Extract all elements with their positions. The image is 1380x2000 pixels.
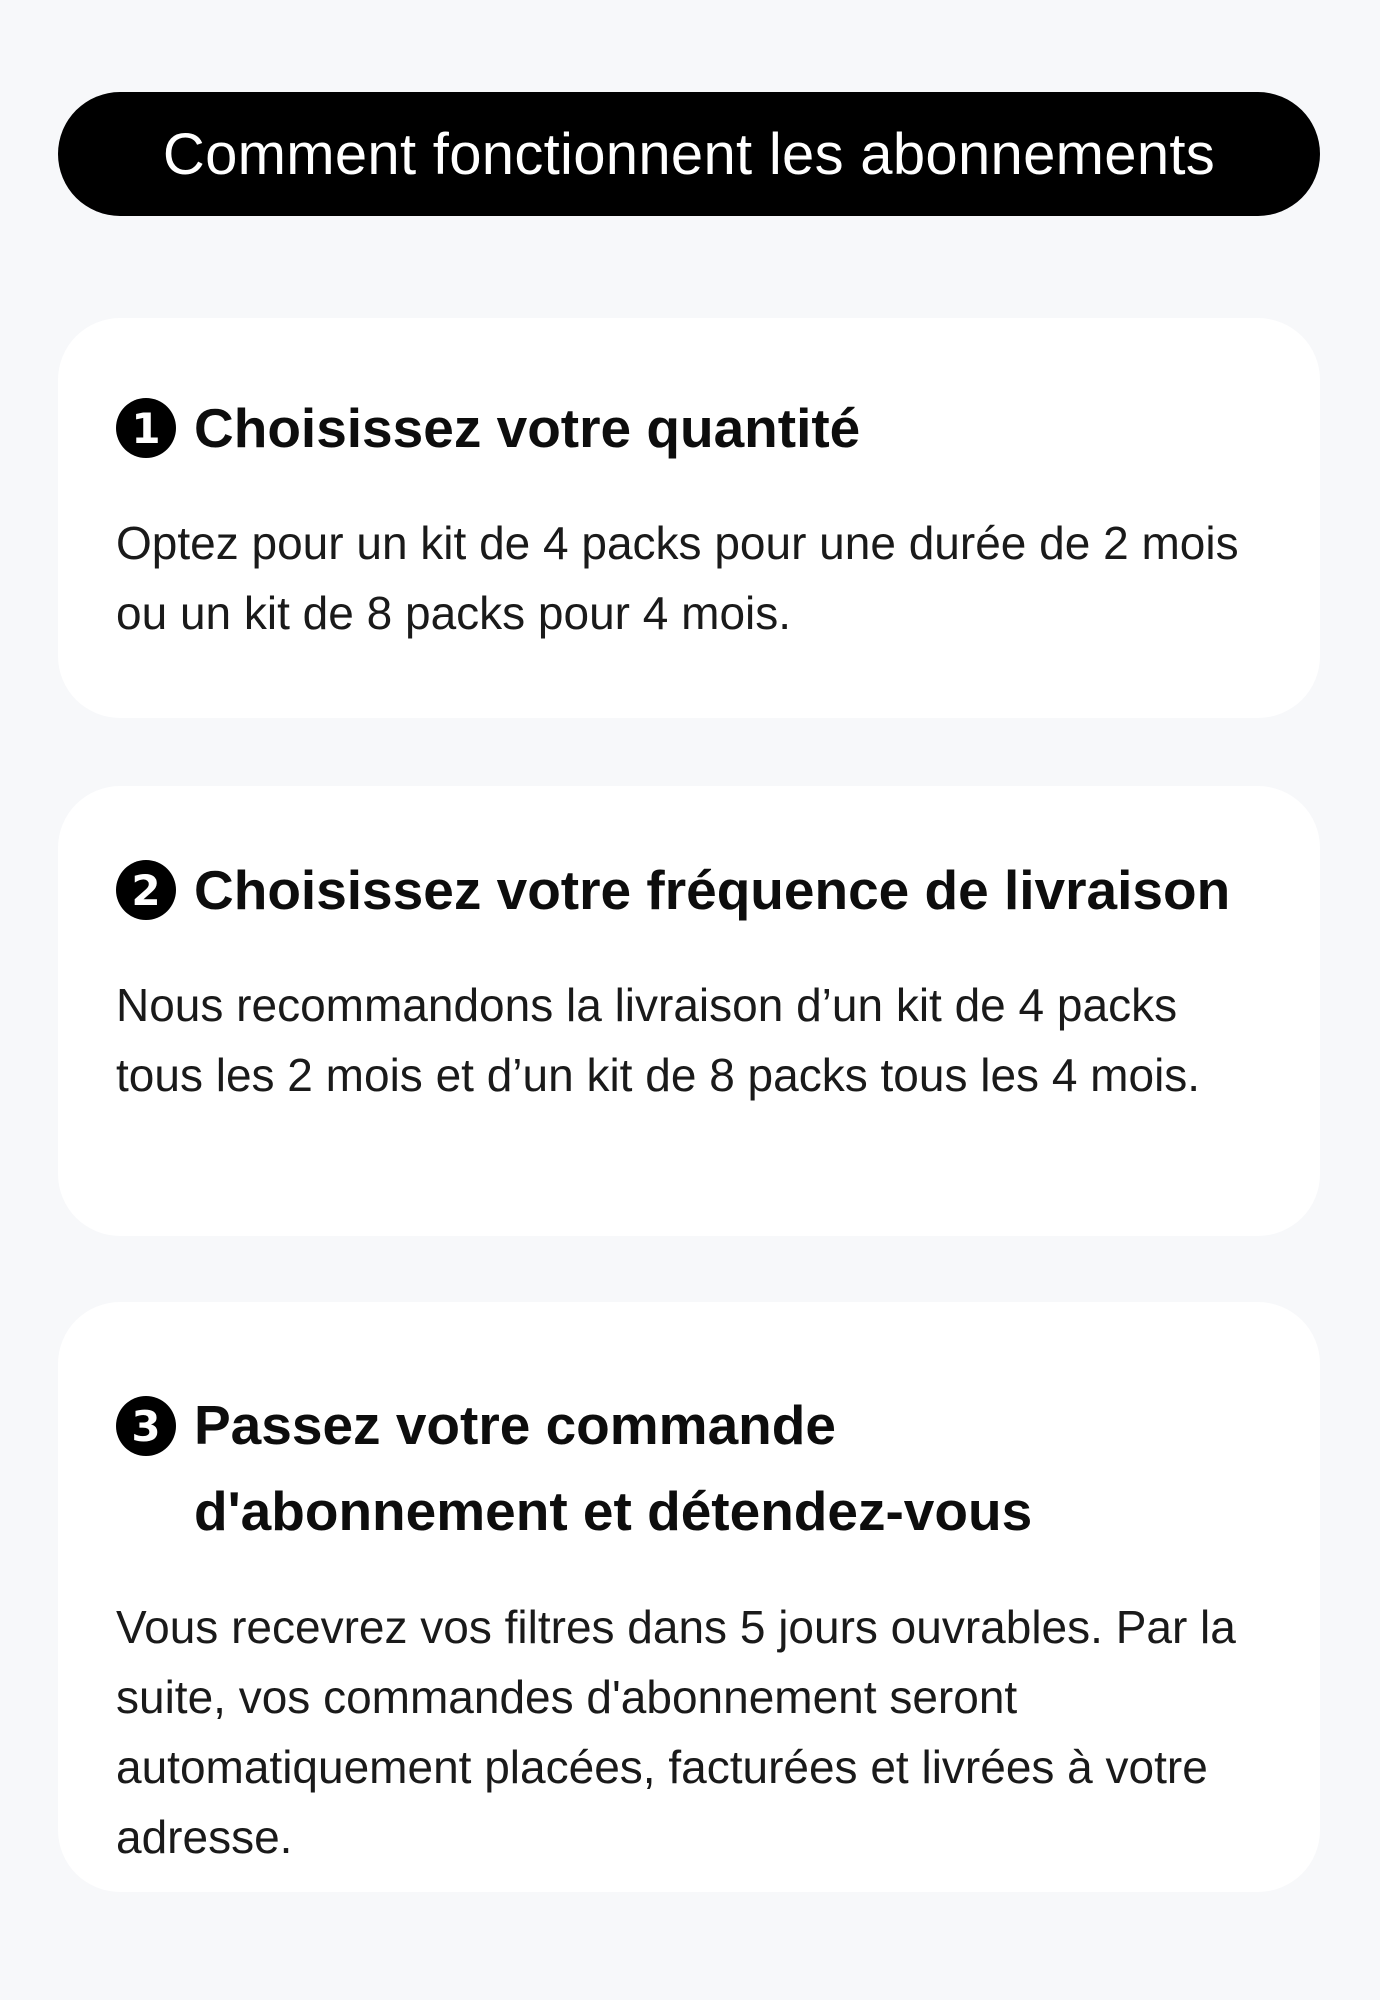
step-header	[116, 386, 860, 470]
step-number-3-icon: 3	[116, 1396, 176, 1456]
step-description: Nous recommandons la livraison d’un kit de 4 packs tous les 2 mois et d’un kit de 8 packs tous les 4 mois.	[116, 979, 1201, 1101]
step-number-1-icon: 1	[116, 398, 176, 458]
page-title: Comment fonctionnent les abonnements	[162, 121, 1216, 187]
page-title-banner	[58, 92, 1320, 216]
step-card-quantity	[58, 318, 1320, 718]
step-description: Vous recevrez vos filtres dans 5 jours ouvrables. Par la suite, vos commandes d'abonnement seront automatiquement placées, facturées et livrées à votre adresse.	[116, 1601, 1236, 1863]
step-title: Passez votre commande d'abonnement et détendez-vous	[194, 1394, 1033, 1542]
step-header	[116, 848, 1230, 932]
step-card-frequency	[58, 786, 1320, 1236]
step-title: Choisissez votre fréquence de livraison	[194, 859, 1231, 921]
step-header	[116, 1382, 1194, 1554]
step-description: Optez pour un kit de 4 packs pour une durée de 2 mois ou un kit de 8 packs pour 4 mois.	[116, 517, 1239, 639]
step-number-2-icon: 2	[116, 860, 176, 920]
step-title: Choisissez votre quantité	[194, 397, 861, 459]
step-card-order	[58, 1302, 1320, 1892]
